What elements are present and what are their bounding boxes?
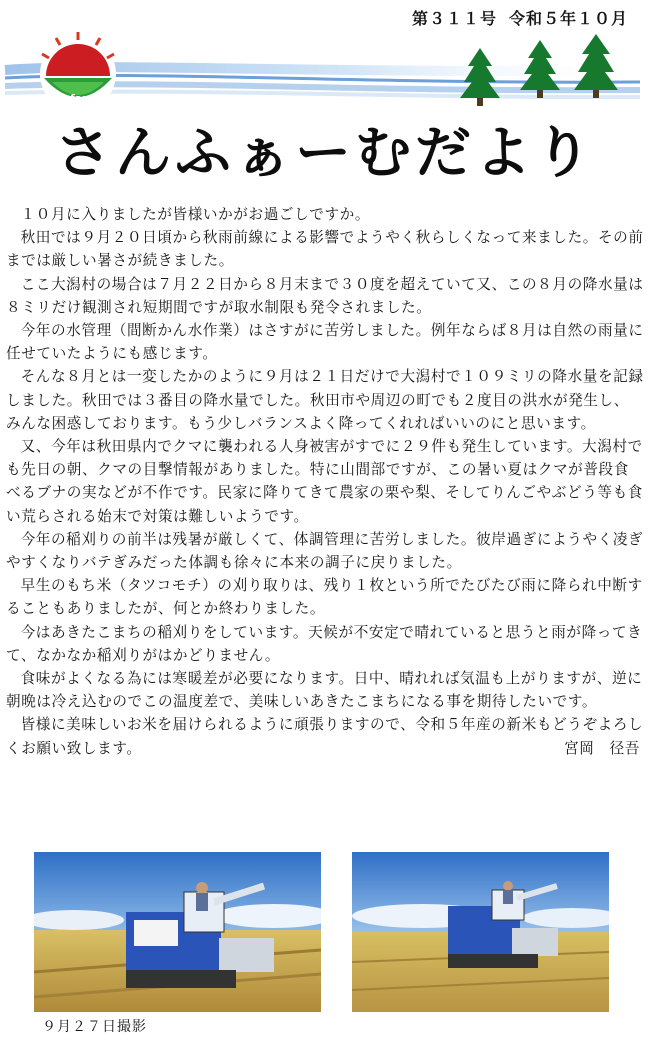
logo-text: Sun farm	[41, 92, 99, 105]
issue-date: 令和５年１０月	[508, 9, 628, 28]
article-paragraph: 今はあきたこまちの稲刈りをしています。天候が不安定で晴れていると思うと雨が降ってきて、なかなか稲刈りがはかどりません。	[6, 623, 643, 664]
newsletter-title: さんふぁーむだより	[55, 121, 595, 186]
article-paragraph: 早生のもち米（タツコモチ）の刈り取りは、残り１枚という所でたびたび雨に降られ中断することもありましたが、何とか終わりました。	[6, 577, 643, 618]
article-paragraph: 又、今年は秋田県内でクマに襲われる人身被害がすでに２９件も発生しています。大潟村でも先日の朝、クマの目撃情報がありました。特に山間部ですが、この暑い夏はクマが普段食べるブナの実などが不作です。民家に降りてきて農家の栗や梨、そしてりんごやぶどう等も食い荒らされる始末で対策は難しいようです。	[6, 438, 643, 525]
article-paragraph: 今年の稲刈りの前半は残暑が厳しくて、体調管理に苦労しました。彼岸過ぎにようやく凌ぎやすくなりバテぎみだった体調も徐々に本来の調子に戻りました。	[6, 530, 644, 572]
sun-farm-logo	[40, 32, 116, 112]
closing-text: 皆様に美味しいお米を届けられるように頑張りますので、令和５年産の新米もどうぞよろしくお願い致します。	[6, 716, 644, 757]
article-paragraph: 秋田では９月２０日頃から秋雨前線による影響でようやく秋らしくなって来ました。その前までは厳しい暑さが続きました。	[6, 229, 644, 270]
pine-trees	[460, 34, 618, 106]
article-paragraph: 今年の水管理（間断かん水作業）はさすがに苦労しました。例年ならば８月は自然の雨量に任せていたようにも感じます。	[6, 322, 644, 363]
author-signature: 宮岡 径吾	[564, 739, 640, 757]
harvest-photo-right	[352, 852, 609, 1012]
article-paragraph: 食味がよくなる為には寒暖差が必要になります。日中、晴れれば気温も上がりますが、逆に朝晩は冷え込むのでこの温度差で、美味しいあきたこまちになる事を期待したいです。	[6, 670, 643, 711]
article-paragraph: そんな８月とは一変したかのように９月は２１日だけで大潟村で１０９ミリの降水量を記録しました。秋田では３番目の降水量でした。秋田市や周辺の町でも２度目の洪水が発生し、みんな困惑しております。もう少しバランスよく降ってくれればいいのにと思います。	[6, 368, 644, 432]
article-paragraph-closing	[6, 713, 644, 759]
issue-line	[412, 6, 628, 29]
harvest-photo-left	[34, 852, 321, 1012]
article-body	[6, 203, 644, 760]
photo-caption: ９月２７日撮影	[42, 1019, 147, 1035]
header-banner	[0, 30, 650, 120]
article-paragraph: １０月に入りましたが皆様いかがお過ごしですか。	[20, 206, 371, 223]
article-paragraph: ここ大潟村の場合は７月２２日から８月末まで３０度を超えていて又、この８月の降水量は８ミリだけ観測され短期間ですが取水制限も発令されました。	[6, 275, 644, 316]
issue-number: 第３１１号	[411, 9, 497, 28]
